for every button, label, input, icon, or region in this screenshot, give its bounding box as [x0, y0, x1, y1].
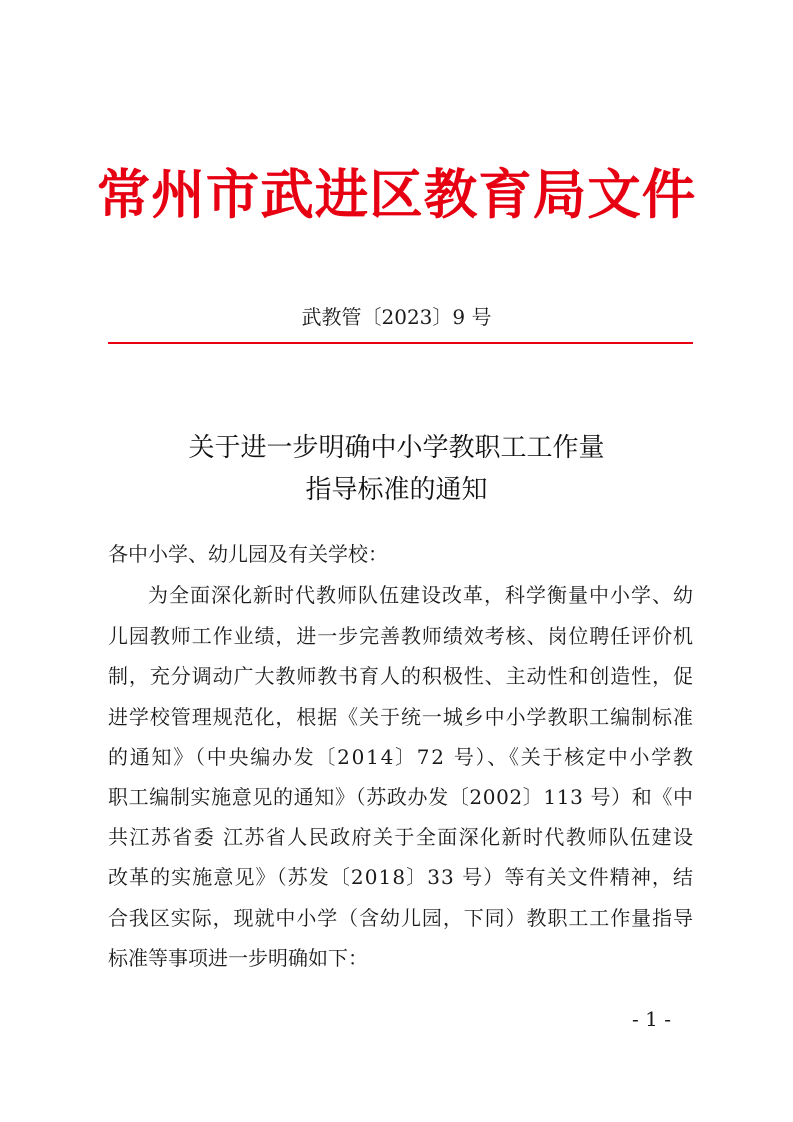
body-text-line: 儿园教师工作业绩，进一步完善教师绩效考核、岗位聘任评价机 — [108, 624, 694, 648]
body-text-line: 的通知》（中央编办发〔2014〕72 号）、《关于核定中小学教 — [108, 745, 695, 769]
page-number: - 1 - — [632, 1007, 671, 1031]
red-divider-line — [108, 342, 693, 344]
issuing-authority-header: 常州市武进区教育局文件 — [96, 163, 697, 226]
body-text-line: 为全面深化新时代教师队伍建设改革，科学衡量中小学、幼 — [148, 583, 694, 607]
body-text-line: 进学校管理规范化，根据《关于统一城乡中小学教职工编制标准 — [108, 705, 694, 729]
body-text-line: 职工编制实施意见的通知》（苏政办发〔2002〕113 号）和《中 — [108, 785, 694, 809]
document-title-line-2: 指导标准的通知 — [305, 475, 488, 505]
body-text-line: 共江苏省委 江苏省人民政府关于全面深化新时代教师队伍建设 — [108, 825, 695, 849]
body-text-line: 标准等事项进一步明确如下： — [108, 946, 368, 970]
document-title-line-1: 关于进一步明确中小学教职工工作量 — [188, 433, 605, 463]
salutation: 各中小学、幼儿园及有关学校： — [108, 542, 388, 566]
body-text-line: 制，充分调动广大教师教书育人的积极性、主动性和创造性，促 — [108, 664, 694, 688]
document-number: 武教管〔2023〕9 号 — [301, 305, 492, 329]
body-text-line: 改革的实施意见》（苏发〔2018〕33 号）等有关文件精神，结 — [108, 865, 695, 889]
body-text-line: 合我区实际，现就中小学（含幼儿园，下同）教职工工作量指导 — [108, 906, 694, 930]
